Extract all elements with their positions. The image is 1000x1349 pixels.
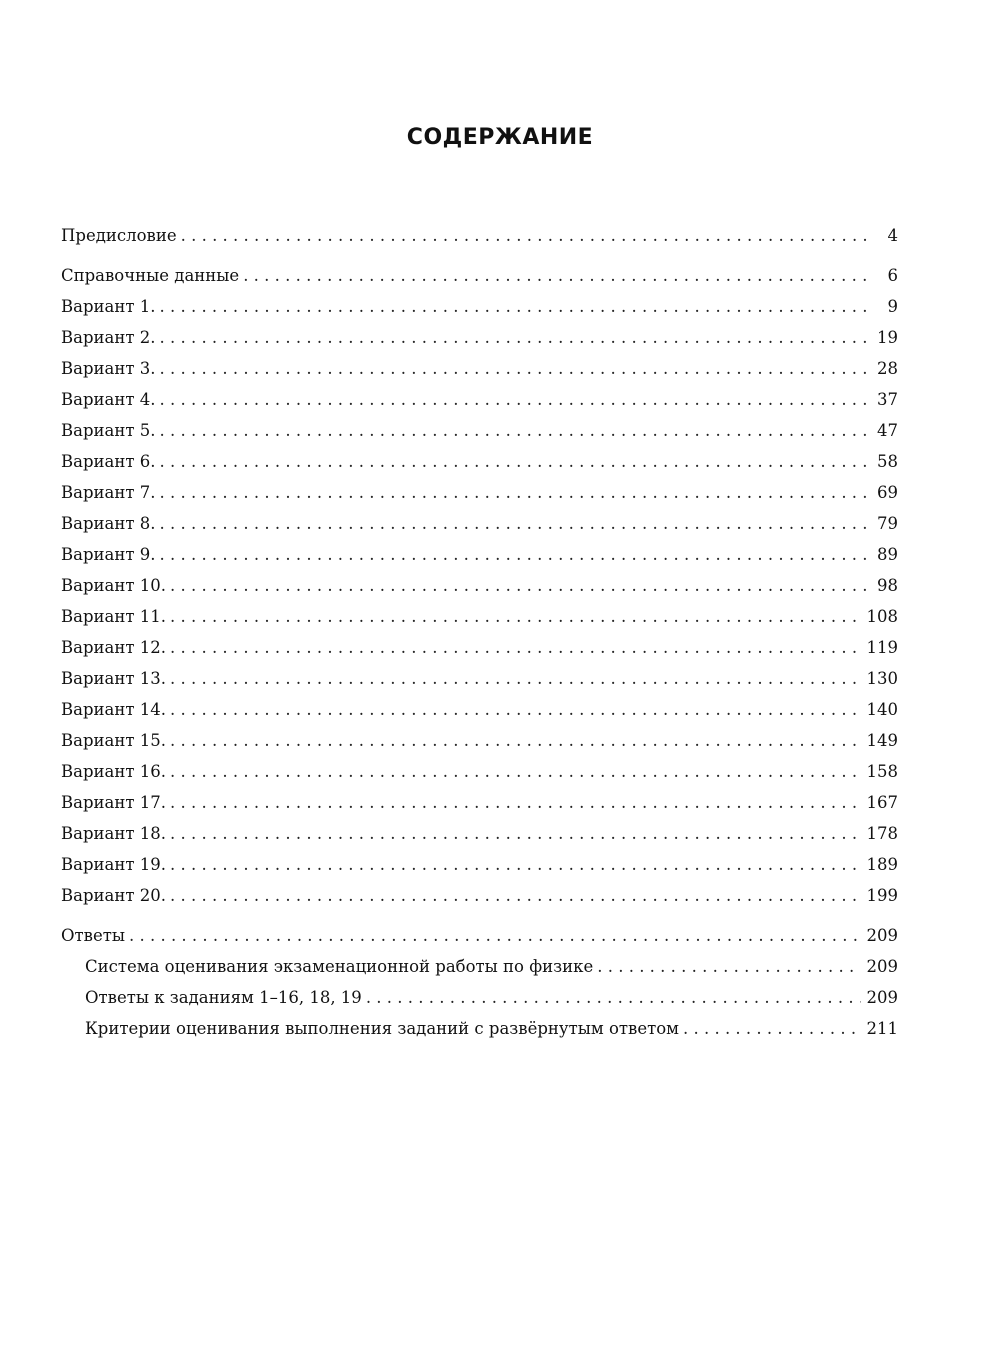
toc-entry-variant-7[interactable] [61,477,898,508]
toc-entry-variant-6[interactable] [61,446,898,477]
toc-entry-variant-19[interactable] [61,849,898,880]
toc-entry-page: 149 [866,731,898,750]
dot-leader [181,220,874,251]
toc-entry-page: 28 [877,359,898,378]
dot-leader [170,725,861,756]
toc-entry-label: Справочные данные [61,266,240,285]
toc-entry-label: Вариант 4. [61,390,156,409]
toc-entry-page: 58 [877,452,898,471]
toc-entry-page: 158 [866,762,898,781]
toc-entry-label: Вариант 13. [61,669,166,688]
toc-entry-label: Вариант 3. [61,359,156,378]
toc-entry-variant-12[interactable] [61,632,898,663]
toc-entry-page: 47 [877,421,898,440]
toc-entry-page: 9 [887,297,898,316]
toc-entry-label: Вариант 17. [61,793,166,812]
toc-entry-label: Вариант 7. [61,483,156,502]
toc-entry-label: Система оценивания экзаменационной работы по физике [85,957,594,976]
toc-entry-variant-9[interactable] [61,539,898,570]
toc-entry-page: 167 [866,793,898,812]
toc-entry-variant-8[interactable] [61,508,898,539]
toc-entry-label: Вариант 15. [61,731,166,750]
toc-entry-label: Вариант 5. [61,421,156,440]
toc-entry-label: Критерии оценивания выполнения заданий с развёрнутым ответом [85,1019,679,1038]
toc-entry-variant-5[interactable] [61,415,898,446]
dot-leader [170,632,861,663]
toc-entry-page: 209 [866,957,898,976]
toc-entry-variant-18[interactable] [61,818,898,849]
toc-entry-page: 199 [866,886,898,905]
toc-entry-label: Вариант 6. [61,452,156,471]
toc-entry-page: 130 [866,669,898,688]
toc-entry-reference-data[interactable] [61,260,898,291]
dot-leader [159,446,871,477]
dot-leader [170,756,861,787]
toc-entry-answers[interactable] [61,920,898,951]
toc-entry-page: 6 [887,266,898,285]
toc-entry-page: 209 [866,988,898,1007]
toc-entry-page: 108 [866,607,898,626]
toc-entry-label: Вариант 11. [61,607,166,626]
dot-leader [597,951,860,982]
dot-leader [170,849,861,880]
dot-leader [159,539,871,570]
toc-entry-variant-11[interactable] [61,601,898,632]
toc-entry-variant-2[interactable] [61,322,898,353]
dot-leader [170,663,861,694]
toc-entry-label: Вариант 14. [61,700,166,719]
dot-leader [159,477,871,508]
toc-entry-page: 19 [877,328,898,347]
toc-entry-variant-16[interactable] [61,756,898,787]
toc-entry-variant-15[interactable] [61,725,898,756]
dot-leader [159,353,871,384]
toc-entry-page: 98 [877,576,898,595]
toc-entry-label: Ответы [61,926,125,945]
toc-entry-label: Вариант 12. [61,638,166,657]
toc-entry-variant-3[interactable] [61,353,898,384]
toc-entry-preface[interactable] [61,220,898,251]
toc-entry-page: 119 [866,638,898,657]
toc-entry-variant-4[interactable] [61,384,898,415]
dot-leader [159,384,871,415]
toc-entry-label: Вариант 8. [61,514,156,533]
toc-entry-variant-1[interactable] [61,291,898,322]
dot-leader [170,818,861,849]
toc-entry-label: Вариант 18. [61,824,166,843]
dot-leader [159,291,874,322]
toc-entry-label: Ответы к заданиям 1–16, 18, 19 [85,988,362,1007]
toc-entry-page: 37 [877,390,898,409]
toc-entry-page: 69 [877,483,898,502]
toc-entry-label: Вариант 10. [61,576,166,595]
toc-entry-label: Вариант 1. [61,297,156,316]
toc-entry-label: Вариант 19. [61,855,166,874]
dot-leader [366,982,861,1013]
toc-entry-page: 140 [866,700,898,719]
toc-entry-page: 4 [887,226,898,245]
toc-entry-label: Вариант 16. [61,762,166,781]
toc-entry-variant-20[interactable] [61,880,898,911]
table-of-contents [61,220,898,1044]
dot-leader [683,1013,861,1044]
dot-leader [243,260,874,291]
dot-leader [159,508,871,539]
toc-subentry-task-answers[interactable] [61,982,898,1013]
dot-leader [159,322,871,353]
dot-leader [170,880,861,911]
dot-leader [170,787,861,818]
toc-entry-variant-10[interactable] [61,570,898,601]
toc-entry-page: 189 [866,855,898,874]
toc-subentry-grading-system[interactable] [61,951,898,982]
dot-leader [170,694,861,725]
toc-entry-variant-14[interactable] [61,694,898,725]
toc-entry-page: 79 [877,514,898,533]
toc-entry-page: 178 [866,824,898,843]
toc-entry-page: 211 [866,1019,898,1038]
dot-leader [170,601,861,632]
page-title: СОДЕРЖАНИЕ [406,125,594,150]
toc-entry-label: Вариант 2. [61,328,156,347]
toc-entry-page: 89 [877,545,898,564]
toc-entry-page: 209 [866,926,898,945]
toc-entry-variant-17[interactable] [61,787,898,818]
toc-entry-label: Вариант 9. [61,545,156,564]
dot-leader [170,570,871,601]
toc-entry-variant-13[interactable] [61,663,898,694]
dot-leader [129,920,861,951]
toc-entry-label: Предисловие [61,226,177,245]
toc-subentry-grading-criteria[interactable] [61,1013,898,1044]
toc-entry-label: Вариант 20. [61,886,166,905]
dot-leader [159,415,871,446]
